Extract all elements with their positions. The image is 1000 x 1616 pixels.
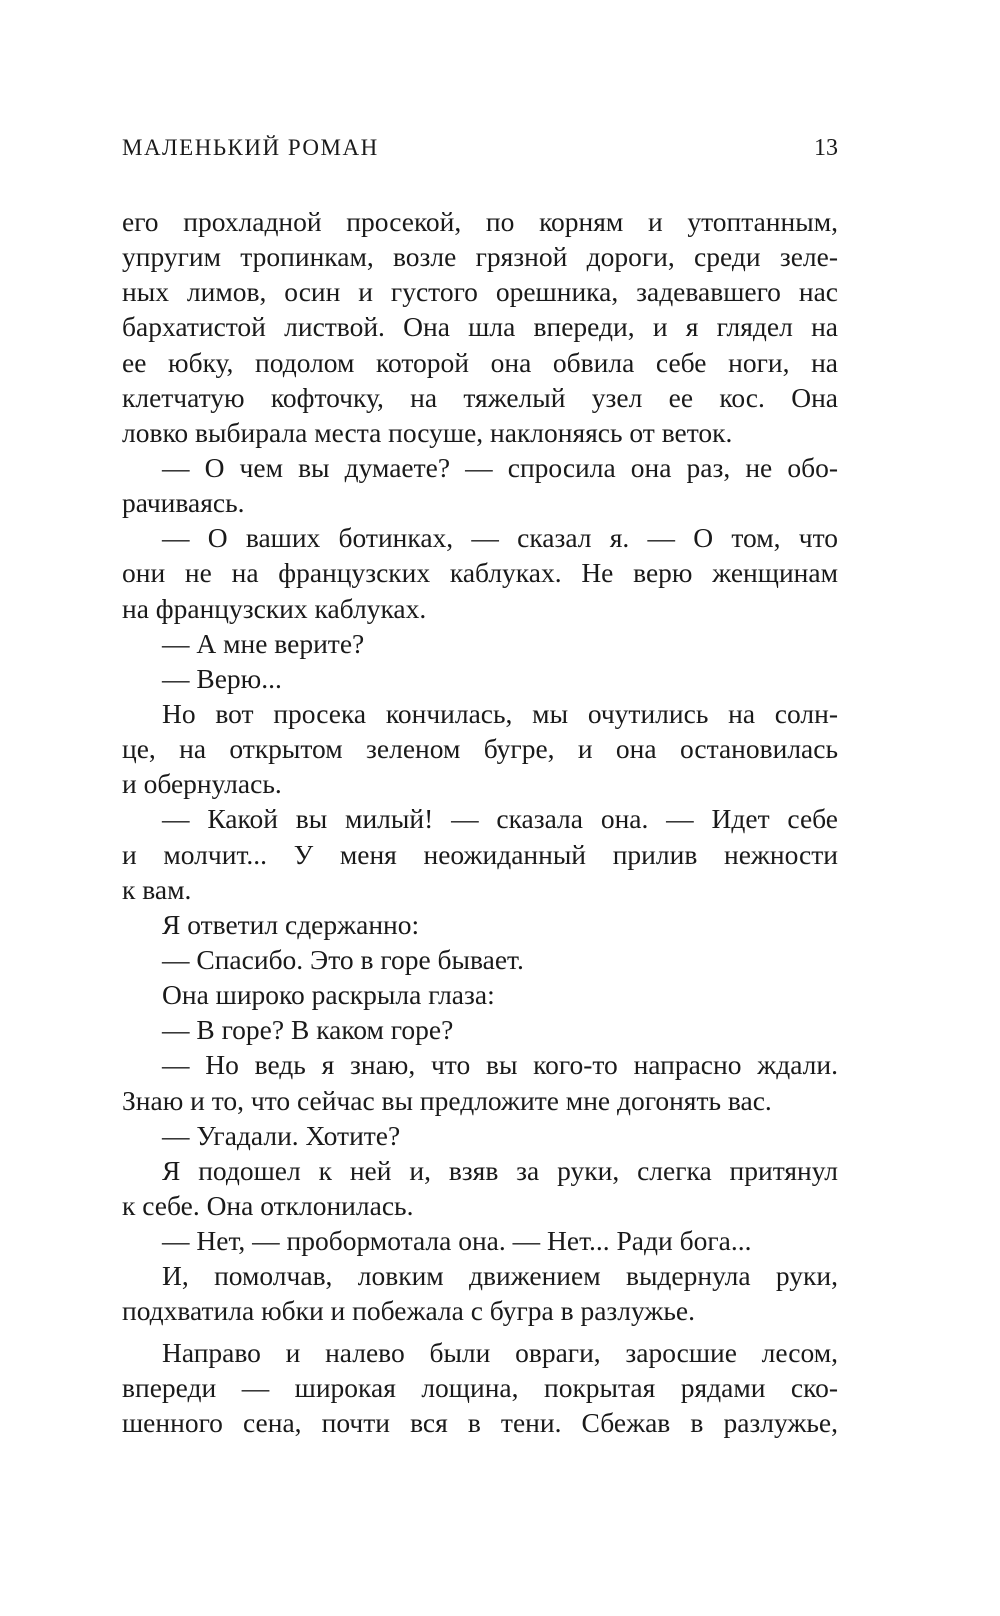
dialogue-line: — Но ведь я знаю, что вы кого-то напрасно ждали. bbox=[162, 1049, 838, 1081]
text-line: на французских каблуках. bbox=[122, 592, 427, 624]
paragraph-start-line: Она широко раскрыла глаза: bbox=[162, 979, 495, 1011]
page-number: 13 bbox=[814, 135, 838, 161]
paragraph-start-line: Но вот просека кончилась, мы очутились на солн- bbox=[162, 697, 838, 729]
text-line: це, на открытом зеленом бугре, и она остановилась bbox=[122, 733, 838, 765]
text-line: и молчит... У меня неожиданный прилив нежности bbox=[122, 838, 838, 870]
text-line: к вам. bbox=[122, 873, 192, 905]
running-title: МАЛЕНЬКИЙ РОМАН bbox=[122, 135, 379, 160]
dialogue-line: — Нет, — пробормотала она. — Нет... Ради бога... bbox=[162, 1225, 752, 1257]
text-line: бархатистой листвой. Она шла впереди, и я глядел на bbox=[122, 311, 838, 343]
text-line: ловко выбирала места посуше, наклоняясь от веток. bbox=[122, 416, 733, 448]
text-line: ее юбку, подолом которой она обвила себе ноги, на bbox=[122, 346, 838, 378]
dialogue-line: — О чем вы думаете? — спросила она раз, не обо- bbox=[162, 451, 838, 483]
text-line: Знаю и то, что сейчас вы предложите мне догонять вас. bbox=[122, 1084, 772, 1116]
running-head bbox=[122, 130, 838, 166]
text-line: ных лимов, осин и густого орешника, задевавшего нас bbox=[122, 276, 838, 308]
paragraph-start-line: Я ответил сдержанно: bbox=[162, 908, 420, 940]
dialogue-line: — Спасибо. Это в горе бывает. bbox=[162, 943, 524, 975]
paragraph-start-line: Направо и налево были овраги, заросшие лесом, bbox=[162, 1336, 838, 1368]
text-line: клетчатую кофточку, на тяжелый узел ее кос. Она bbox=[122, 381, 838, 413]
body-text bbox=[122, 204, 838, 1440]
text-line: подхватила юбки и побежала с бугра в разлужье. bbox=[122, 1295, 696, 1327]
text-line: шенного сена, почти вся в тени. Сбежав в разлужье, bbox=[122, 1406, 838, 1438]
dialogue-line: — Верю... bbox=[162, 662, 282, 694]
text-line: впереди — широкая лощина, покрытая рядами ско- bbox=[122, 1371, 838, 1403]
text-line: упругим тропинкам, возле грязной дороги, среди зеле- bbox=[122, 241, 838, 273]
text-line: к себе. Она отклонилась. bbox=[122, 1189, 414, 1221]
dialogue-line: — Угадали. Хотите? bbox=[162, 1119, 401, 1151]
paragraph-start-line: И, помолчав, ловким движением выдернула руки, bbox=[162, 1260, 838, 1292]
text-line: и обернулась. bbox=[122, 768, 282, 800]
dialogue-line: — Какой вы милый! — сказала она. — Идет себе bbox=[162, 803, 838, 835]
text-line: его прохладной просекой, по корням и утоптанным, bbox=[122, 206, 838, 237]
dialogue-line: — А мне верите? bbox=[162, 627, 365, 659]
text-line: они не на французских каблуках. Не верю женщинам bbox=[122, 557, 838, 589]
text-line: рачиваясь. bbox=[122, 487, 245, 519]
dialogue-line: — В горе? В каком горе? bbox=[162, 1014, 454, 1046]
dialogue-line: — О ваших ботинках, — сказал я. — О том, что bbox=[162, 522, 838, 554]
paragraph-start-line: Я подошел к ней и, взяв за руки, слегка притянул bbox=[162, 1154, 838, 1186]
